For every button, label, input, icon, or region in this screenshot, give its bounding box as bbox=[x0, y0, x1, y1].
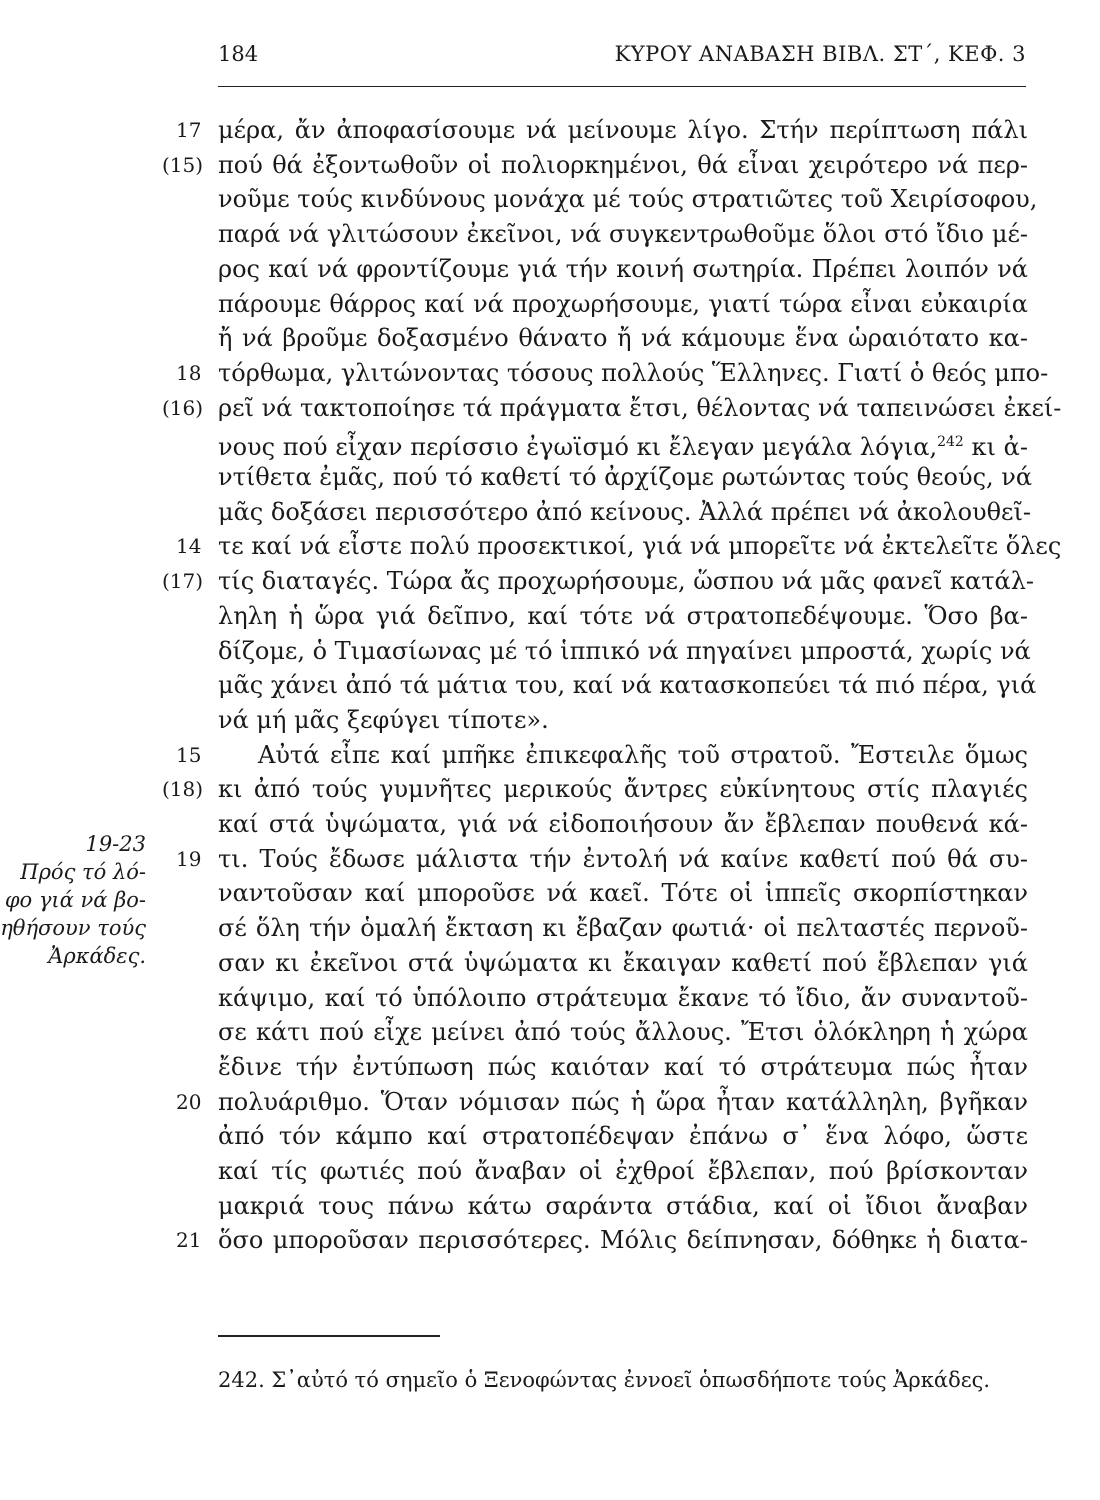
text-line: πού θά ἐξοντωθοῦν οἱ πολιορκημένοι, θά εἶναι χειρότερο νά περ- bbox=[218, 150, 1028, 179]
text-line: σαν κι ἐκεῖνοι στά ὑψώματα κι ἔκαιγαν καθετί πού ἔβλεπαν γιά bbox=[218, 948, 1028, 977]
line-number: 14 bbox=[176, 534, 202, 559]
text-line: τίς διαταγές. Τώρα ἄς προχωρήσουμε, ὥσπου νά μᾶς φανεῖ κατάλ- bbox=[218, 567, 1035, 596]
text-line: τόρθωμα, γλιτώνοντας τόσους πολλούς Ἕλληνες. Γιατί ὁ θεός μπο- bbox=[218, 358, 1049, 387]
running-title: ΚΥΡΟΥ ΑΝΑΒΑΣΗ ΒΙΒΛ. ΣΤ΄, ΚΕΦ. 3 bbox=[614, 42, 1026, 66]
footnote-reference[interactable]: 242 bbox=[937, 434, 964, 451]
margin-note bbox=[0, 830, 146, 970]
line-number: 19 bbox=[176, 846, 202, 871]
footnote: 242. Σ᾿αὐτό τό σημεῖο ὁ Ξενοφώντας ἐννοεῖ ὁπωσδήποτε τούς Ἀρκάδες. bbox=[218, 1368, 991, 1392]
line-number: 17 bbox=[176, 118, 202, 142]
line-number: (18) bbox=[162, 777, 204, 802]
text-line: μέρα, ἄν ἀποφασίσουμε νά μείνουμε λίγο. Στήν περίπτωση πάλι bbox=[218, 116, 1028, 144]
text-line: ἀπό τόν κάμπο καί στρατοπέδεψαν ἐπάνω σ᾿ ἕνα λόφο, ὥστε bbox=[218, 1122, 1028, 1151]
line-number: (17) bbox=[162, 569, 204, 594]
text-line: ντίθετα ἐμᾶς, πού τό καθετί τό ἀρχίζομε ρωτώντας τούς θεούς, νά bbox=[218, 463, 1033, 491]
margin-note-line: Ἀρκάδες. bbox=[48, 944, 146, 968]
text-line: ἔδινε τήν ἐντύπωση πώς καιόταν καί τό στράτευμα πώς ἦταν bbox=[218, 1052, 1028, 1081]
text-line: σέ ὅλη τήν ὁμαλή ἔκταση κι ἔβαζαν φωτιά· οἱ πελταστές περνοῦ- bbox=[218, 914, 1028, 943]
text-line-segment: νους πού εἶχαν περίσσιο ἐγωϊσμό κι ἔλεγαν μεγάλα λόγια, bbox=[218, 433, 938, 462]
text-line: τε καί νά εἶστε πολύ προσεκτικοί, γιά νά μπορεῖτε νά ἐκτελεῖτε ὅλες bbox=[218, 532, 1062, 561]
margin-note-line: 19-23 bbox=[85, 832, 146, 856]
text-line: καί στά ὑψώματα, γιά νά εἰδοποιήσουν ἄν ἔβλεπαν πουθενά κά- bbox=[218, 810, 1028, 838]
text-line: μᾶς χάνει ἀπό τά μάτια του, καί νά κατασκοπεύει τά πιό πέρα, γιά bbox=[218, 671, 1037, 700]
text-line-with-footnote bbox=[218, 424, 1028, 460]
line-number: 21 bbox=[176, 1228, 202, 1253]
text-line: τι. Τούς ἔδωσε μάλιστα τήν ἐντολή νά καίνε καθετί πού θά συ- bbox=[218, 844, 1028, 873]
margin-note-line: Πρός τό λό- bbox=[20, 860, 146, 884]
margin-note-line: ηθήσουν τούς bbox=[0, 916, 146, 940]
text-line: νοῦμε τούς κινδύνους μονάχα μέ τούς στρατιῶτες τοῦ Χειρίσοφου, bbox=[218, 185, 1038, 214]
line-number: (15) bbox=[162, 152, 204, 177]
text-line: ρεῖ νά τακτοποίησε τά πράγματα ἔτσι, θέλοντας νά ταπεινώσει ἐκεί- bbox=[218, 393, 1062, 422]
text-line: Αὐτά εἶπε καί μπῆκε ἐπικεφαλῆς τοῦ στρατοῦ. Ἔστειλε ὅμως bbox=[258, 740, 1028, 769]
text-line: μᾶς δοξάσει περισσότερο ἀπό κείνους. Ἀλλά πρέπει νά ἀκολουθεῖ- bbox=[218, 497, 1032, 526]
text-line: σε κάτι πού εἶχε μείνει ἀπό τούς ἄλλους. Ἔτσι ὁλόκληρη ἡ χώρα bbox=[218, 1018, 1028, 1047]
text-line-segment: κι ἀ- bbox=[963, 433, 1029, 462]
page-number: 184 bbox=[218, 42, 259, 66]
footnote-rule bbox=[218, 1335, 440, 1337]
text-line: ὅσο μποροῦσαν περισσότερες. Μόλις δείπνησαν, δόθηκε ἡ διατα- bbox=[218, 1226, 1028, 1255]
text-line: πολυάριθμο. Ὅταν νόμισαν πώς ἡ ὥρα ἦταν κατάλληλη, βγῆκαν bbox=[218, 1087, 1028, 1116]
text-line: μακριά τους πάνω κάτω σαράντα στάδια, καί οἱ ἴδιοι ἄναβαν bbox=[218, 1191, 1028, 1220]
text-line: δίζομε, ὁ Τιμασίωνας μέ τό ἱππικό νά πηγαίνει μπροστά, χωρίς νά bbox=[218, 636, 1031, 665]
text-line: κάψιμο, καί τό ὑπόλοιπο στράτευμα ἔκανε τό ἴδιο, ἄν συναντοῦ- bbox=[218, 983, 1028, 1012]
text-line: ληλη ἡ ὥρα γιά δεῖπνο, καί τότε νά στρατοπεδέψουμε. Ὅσο βα- bbox=[218, 601, 1028, 630]
text-line: ἤ νά βροῦμε δοξασμένο θάνατο ἤ νά κάμουμε ἕνα ὡραιότατο κα- bbox=[218, 324, 1028, 353]
text-line: ρος καί νά φροντίζουμε γιά τήν κοινή σωτηρία. Πρέπει λοιπόν νά bbox=[218, 254, 1028, 283]
line-number: (16) bbox=[162, 395, 204, 420]
text-line: ναντοῦσαν καί μποροῦσε νά καεῖ. Τότε οἱ ἱππεῖς σκορπίστηκαν bbox=[218, 879, 1028, 908]
margin-note-line: φο γιά νά βο- bbox=[4, 888, 146, 912]
line-number: 20 bbox=[176, 1089, 202, 1114]
text-line: νά μή μᾶς ξεφύγει τίποτε». bbox=[218, 705, 549, 734]
text-line: καί τίς φωτιές πού ἄναβαν οἱ ἐχθροί ἔβλεπαν, πού βρίσκονταν bbox=[218, 1157, 1028, 1185]
text-line: πάρουμε θάρρος καί νά προχωρήσουμε, γιατί τώρα εἶναι εὐκαιρία bbox=[218, 289, 1028, 318]
line-number: 18 bbox=[176, 360, 202, 385]
text-line: κι ἀπό τούς γυμνῆτες μερικούς ἄντρες εὐκίνητους στίς πλαγιές bbox=[218, 775, 1028, 804]
line-number: 15 bbox=[176, 742, 202, 767]
text-line: παρά νά γλιτώσουν ἐκεῖνοι, νά συγκεντρωθοῦμε ὅλοι στό ἴδιο μέ- bbox=[218, 220, 1028, 249]
